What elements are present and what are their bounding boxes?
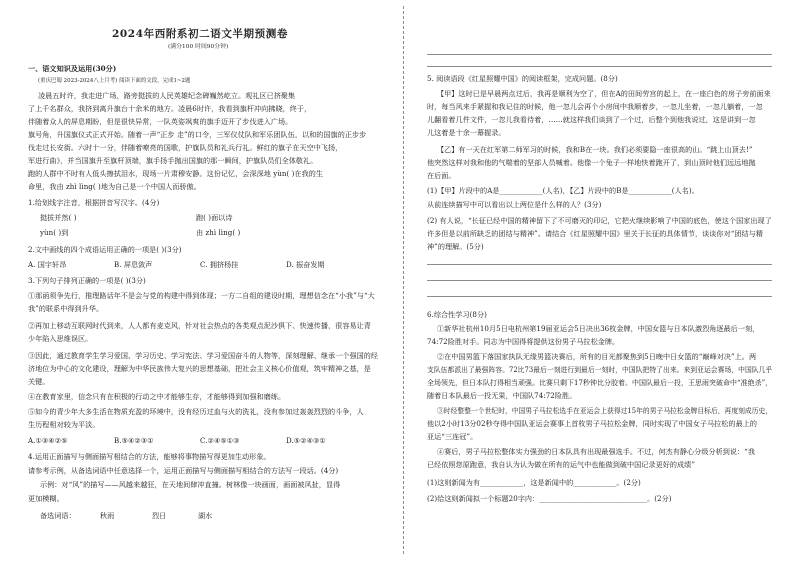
q6-item: ③时经整整一个世纪时，中国男子马拉松选手在亚运会上获得过15年的男子马拉松金牌目标后，再度刻成历史，: [437, 406, 773, 415]
q1-item: 跑( )面以诗: [196, 213, 233, 222]
q6-item: ④赛后，男子马拉松整体实力强劲的日本队具有出现最强选手。不过，何杰有静心分级分析到说：“我: [437, 447, 755, 456]
question-3: 3.下列句子排列正确的一项是( )(3分): [28, 276, 146, 285]
q5-sub-1b: 从前连续描写中可以看出以上两位是什么样的人？(3分): [427, 200, 602, 209]
q5-sub-2b: 许多但是以前所缺乏的团结与精神”。请结合《红星照耀中国》里关于长征的具体情节，谈谈你对“团结与精: [427, 229, 763, 238]
exam-title: 2024年西附系初二语文半期预测卷: [112, 28, 288, 40]
q5-excerpt-b: 他突然这样对我和他的气喘着的坚部人员喊着。他像一个兔子一样地快着跑开了，到山顶时他们远远地抛: [427, 158, 756, 167]
q2-option: D. 振奋发期: [286, 260, 325, 269]
q2-option: C. 拥挤杨挂: [200, 260, 239, 269]
q6-sub-2: (2)给这则新闻拟一个标题20字内：______________________________。(2分): [427, 494, 672, 503]
q5-sub-2: (2) 有人说，“长征已经中国的精神留下了不可磨灭的印记，它把火继续影响了中国的底色，使这个国家出现了: [427, 216, 772, 225]
q6-item: 随着日本队最后一投无果，中国队74:72险胜。: [427, 391, 577, 400]
q5-excerpt-a: 儿这着是十余一幕握录。: [427, 128, 506, 137]
passage-line: 命里，我由 zhì lìng( )地为自己是一个中国人而骄傲。: [28, 182, 201, 191]
q5-excerpt-a: 【甲】这时已是早晨两点过后，我再是顺利为空了，但在A的田间劳宫的起上，在一座白色的房子旁前面来: [437, 89, 771, 98]
q3-option: B.⑤④②③①: [114, 436, 154, 445]
passage-line: 了上千名群众，我挤到离升旗台十余米的地方。凌晨6时许，我看到旗杆冲向拂晓，终于，: [28, 104, 312, 113]
q5-sub-1: (1)【甲】片段中的A是____________(人名)，【乙】片段中的B是____________(人名)。: [427, 186, 699, 195]
question-2: 2.文中画线的四个成语运用正确的一项是( )(3分): [28, 245, 182, 254]
q5-excerpt-a: 儿翻看着几件文件，一忽儿我看待着，……就这样我们谈到了一个过，后整个到他我说过，这是讲到一忽: [427, 115, 756, 124]
q6-item: 支队伍都派出了最强阵容。72比73最后一刻进行到最后一刻时，中国队把特了出来。来到亚运会赛场，中国队几乎: [427, 365, 773, 374]
q5-excerpt-b: 在后面。: [427, 171, 456, 180]
q6-item: ②在中国男篮下落国家执队无缘男篮决赛后，所有的目光都聚焦到5日晚中日女篮的“巅峰对决”上。两: [437, 352, 757, 361]
q3-sentence: 我”的联系中得到升华。: [28, 304, 104, 313]
q6-sub-1: (1)这则新闻为有____________，这是新闻中的____________。(2分): [427, 478, 641, 487]
passage-line: 军进行曲》，并当国旗升至旗杆顶端，旗手扬手抛出国旗的那一瞬间，护旗队员们全体敬礼。: [28, 156, 318, 165]
q1-item: yùn( )到: [40, 228, 69, 237]
q3-sentence: ④在教育家里，信念只有在积极的行动之中才能够生存，才能够得到加强和磨练。: [28, 392, 286, 401]
answer-line: [427, 264, 772, 265]
q3-sentence: ①那函须争先行，推理路话年不是会与党的构建中得到体现；一方二自组的建设时期，理想信念在“小我”与“大: [28, 291, 375, 300]
q6-item: 他以2小时13分02秒夺得中国队亚运会赛事上首枚男子马拉松金牌，同时实现了中国女子马拉松的最上的: [427, 419, 757, 428]
question-6: 6.综合性学习(8分): [427, 310, 487, 319]
q3-option: A.①③④②⑤: [28, 436, 68, 445]
question-4: 4.运用正面描写与侧面描写相结合的方法，能够将事物描写得更加生动形象。: [28, 452, 271, 461]
passage-line: 伴随着众人的屏息期盼，但是很快异常，一队英姿飒爽的旗手迈开了步伐进入广场。: [28, 117, 293, 126]
q3-sentence: 济地位为中心的文化建设，理解为中华民族伟大复兴的思想基础，把社会主义核心价值观，筑牢精神之基，是: [28, 364, 371, 373]
q4-word: 秋雨: [100, 511, 115, 520]
q5-sub-2c: 神”的理解。(5分): [427, 242, 484, 251]
section-1-heading: 一、语文知识及运用(30分): [28, 64, 117, 73]
q2-option: B. 屏息敛声: [114, 260, 153, 269]
q2-option: A. 国宇轩昂: [28, 260, 67, 269]
q1-item: 由 zhì lìng( ): [196, 228, 241, 237]
q6-item: 已经依照您原跑意，我自认为认为做在所有的运气中也能做到破中国记录更好的成绩”: [427, 460, 695, 469]
right-column: [427, 0, 772, 562]
question-5: 5. 阅读语段《红星照耀中国》的阅读框架，完成问题。(8分): [427, 74, 618, 83]
q4-word: 烈日: [152, 511, 167, 520]
q6-item: ①新华社杭州10月5日电杭州第19届亚运会5日决出36枚金牌，中国女篮与日本队激烈角逐最后一刻，: [437, 324, 760, 333]
q3-option: C.②④⑤①③: [200, 436, 240, 445]
q6-item: 亚运“三连冠”。: [427, 432, 478, 441]
q3-option: D.⑤②④③①: [286, 436, 326, 445]
passage-line: 跑的人群中不时有人低头擦拭泪水，现场一片肃穆安静。这份记忆，会深深地 yùn( )在我的生: [28, 169, 323, 178]
answer-line: [427, 280, 772, 281]
answer-line: [427, 66, 772, 67]
q3-sentence: 少年陷入思维误区。: [28, 334, 93, 343]
q3-sentence: 关键。: [28, 377, 50, 386]
answer-line: [427, 54, 772, 55]
q4-words-label: 备选词语：: [40, 511, 76, 520]
q3-sentence: ③因此，通过教育学生学习爱国、学习历史、学习宪法、学习爱国奋斗的人物等，深刻理解、继承一个强国的经: [28, 351, 379, 360]
column-divider: [403, 6, 404, 554]
q3-sentence: ②再加上移动互联网时代到来，人人都有麦克风，针对社会热点的各类观点泥沙俱下、快速传播，很容易让青: [28, 321, 371, 330]
q5-excerpt-a: 时，每当风来手紧握和我记住的时候，他一忽儿会再个小房间中我顺着步，一忽儿坐着，一忽儿躺着，一忽: [427, 102, 763, 111]
question-1: 1.给划线字注音，根据拼音写汉字。(4分): [28, 198, 160, 207]
q4-word: 湖水: [198, 511, 213, 520]
passage-line: 凌晨五时许，我走进广场，路旁挺拔的人民英雄纪念碑巍然屹立。观礼区已挤聚集: [38, 91, 296, 100]
q3-sentence: ⑤如今的青少年大多生活在物质充盈的环境中，没有经历过血与火的洗礼，没有参加过轰轰烈烈的斗争，人: [28, 407, 364, 416]
q3-sentence: 生历程相对较为平淡。: [28, 420, 100, 429]
q6-item: 全场领先，但日本队打得相当顽强。比赛只剩下17秒钟比分胶着。中国队最后一投，王思雨突破命中“准绝杀”，: [427, 378, 773, 387]
q4-example-b: 更加模糊。: [28, 494, 64, 503]
q1-item: 挺拔并然( ): [40, 213, 77, 222]
exam-subtitle: (满分100 时间90分钟): [168, 44, 229, 50]
passage-line: 旗号角，升国旗仪式正式开始。随着一声“正步 走”的口令，三军仪仗队和军乐团队伍，以和的国旗的正步步: [28, 130, 367, 139]
q4-example: 示例：对“风”的描写——风越来越狂，在天地间肆冲直撞。树林像一块画面，画面被风扯，显得: [40, 480, 341, 489]
q6-item: 74:72险胜对手。同志为中国得将提供这份男子马拉松金牌。: [427, 337, 620, 346]
question-4-b: 请参考示例，从备选词语中任意选择一个，运用正面描写与侧面描写相结合的方法写一段话。(4分): [28, 466, 339, 475]
left-column: [28, 0, 380, 562]
passage-line: 伐走过长安街。六时十一分，伴随着嘹亮的国歌，护旗队员和礼兵行礼。鲜红的旗子在天空中飞扬，: [28, 143, 343, 152]
q5-excerpt-b: 【乙】有一天在红军第二师军习的时候，我和B在一块。我们必须要隐一座很高的山。“跳上山顶去!”: [437, 145, 753, 154]
intro-source: (重庆巴蜀 2023-2024八上月考) 阅读下面的文段，完成1~2题: [38, 78, 191, 84]
answer-line: [427, 296, 772, 297]
